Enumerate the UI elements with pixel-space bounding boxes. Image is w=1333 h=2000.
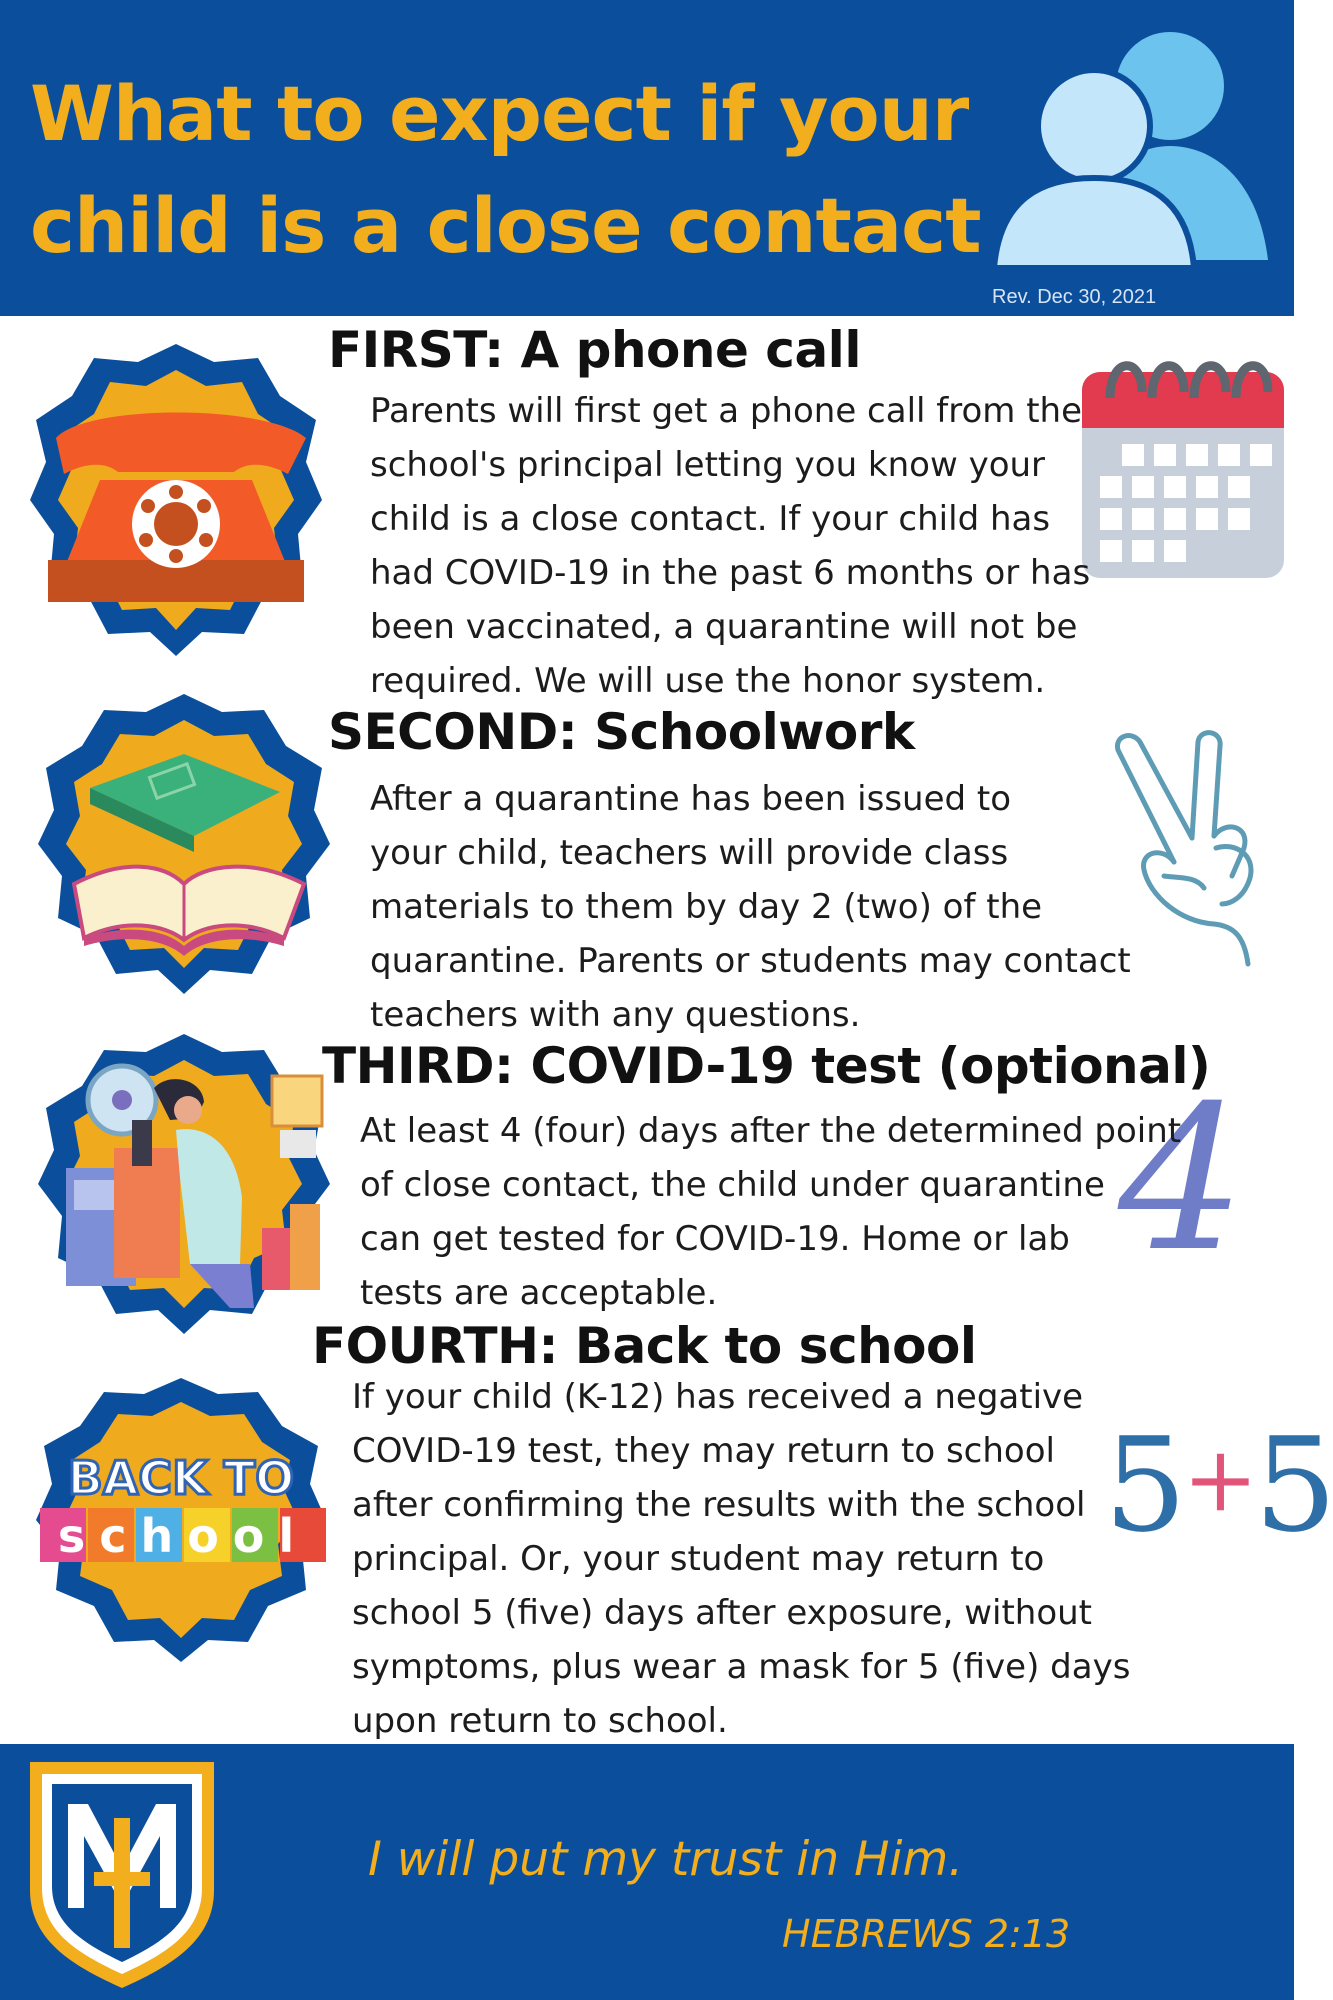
footer-banner xyxy=(0,1744,1294,2000)
section-2-heading: SECOND: Schoolwork xyxy=(328,703,915,761)
section-3-line: At least 4 (four) days after the determined point xyxy=(360,1111,1182,1151)
section-1-line: school's principal letting you know your xyxy=(370,445,1046,485)
section-3-body xyxy=(360,1104,1210,1320)
section-4-line: upon return to school. xyxy=(352,1701,728,1741)
section-2-line: After a quarantine has been issued to xyxy=(370,779,1012,819)
section-1-heading: FIRST: A phone call xyxy=(328,321,861,379)
badge-line-2: school xyxy=(57,1509,309,1563)
title-line-2: child is a close contact xyxy=(30,181,981,270)
section-1-body xyxy=(370,384,1110,708)
graphic-five-right: 5 xyxy=(1254,1409,1333,1561)
section-3-line: can get tested for COVID-19. Home or lab xyxy=(360,1219,1070,1259)
section-2-line: materials to them by day 2 (two) of the xyxy=(370,887,1043,927)
back-to-school-icon xyxy=(26,1374,336,1664)
school-crest-logo xyxy=(26,1758,218,1992)
section-4-heading: FOURTH: Back to school xyxy=(312,1317,977,1375)
title-line-1: What to expect if your xyxy=(30,69,969,158)
graphic-plus: + xyxy=(1182,1427,1255,1532)
section-4-line: symptoms, plus wear a mask for 5 (five) days xyxy=(352,1647,1131,1687)
section-1-line: been vaccinated, a quarantine will not be xyxy=(370,607,1078,647)
graphic-five-left: 5 xyxy=(1104,1409,1183,1561)
telephone-icon xyxy=(26,334,326,664)
section-1-line: required. We will use the honor system. xyxy=(370,661,1046,701)
section-4-body xyxy=(352,1370,1172,1748)
section-2-line: quarantine. Parents or students may contact xyxy=(370,941,1131,981)
section-3-line: tests are acceptable. xyxy=(360,1273,718,1313)
books-icon xyxy=(34,688,334,998)
section-1-line: Parents will first get a phone call from the xyxy=(370,391,1083,431)
section-2-line: your child, teachers will provide class xyxy=(370,833,1009,873)
section-3-line: of close contact, the child under quarantine xyxy=(360,1165,1105,1205)
section-2-line: teachers with any questions. xyxy=(370,995,861,1035)
people-icon xyxy=(990,28,1280,278)
section-4-line: If your child (K-12) has received a negative xyxy=(352,1377,1084,1417)
revision-date: Rev. Dec 30, 2021 xyxy=(992,286,1157,308)
section-3-heading: THIRD: COVID-19 test (optional) xyxy=(322,1037,1211,1095)
section-4-line: after confirming the results with the school xyxy=(352,1485,1086,1525)
section-1-line: had COVID-19 in the past 6 months or has xyxy=(370,553,1091,593)
badge-line-1: BACK TO xyxy=(67,1451,295,1505)
section-4-line: principal. Or, your student may return to xyxy=(352,1539,1045,1579)
footer-motto: I will put my trust in Him. xyxy=(368,1832,964,1887)
section-4-line: COVID-19 test, they may return to school xyxy=(352,1431,1055,1471)
section-4-line: school 5 (five) days after exposure, without xyxy=(352,1593,1093,1633)
number-four-graphic: 4 xyxy=(1118,1063,1246,1296)
header-banner xyxy=(0,0,1294,316)
footer-citation: HEBREWS 2:13 xyxy=(782,1912,1071,1956)
lab-scientist-icon xyxy=(34,1028,344,1340)
calendar-icon xyxy=(1080,352,1286,580)
section-2-body xyxy=(370,772,1170,1042)
page-title xyxy=(30,58,990,282)
section-1-line: child is a close contact. If your child has xyxy=(370,499,1051,539)
